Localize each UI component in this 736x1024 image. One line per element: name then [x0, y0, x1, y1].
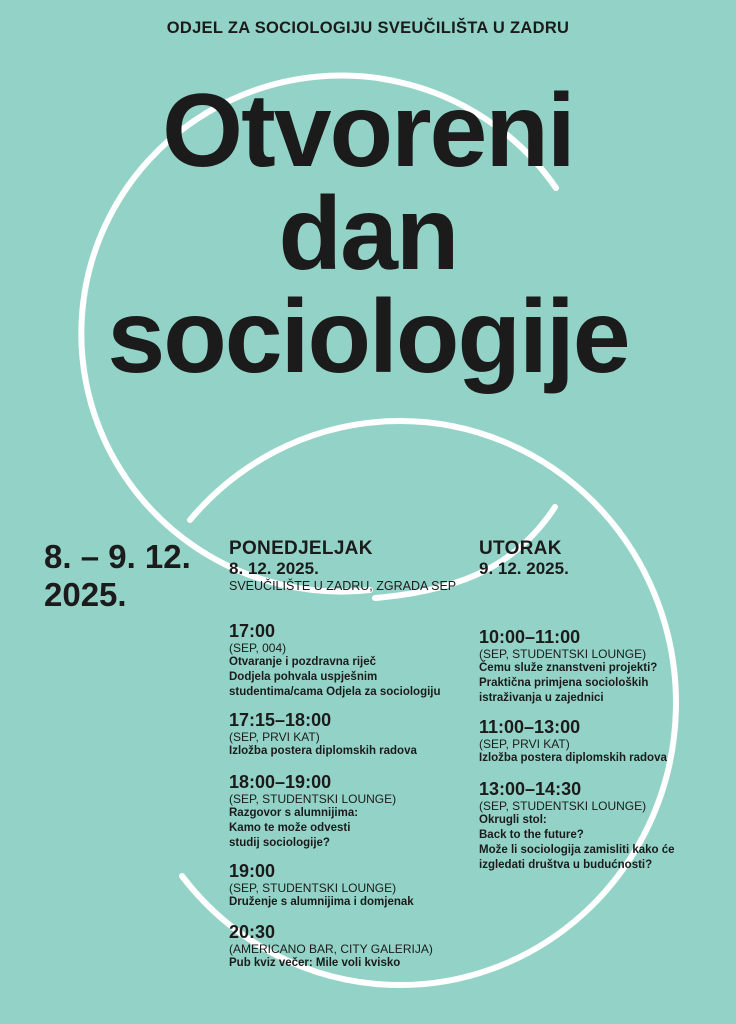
event-location: (SEP, STUDENTSKI LOUNGE)	[479, 647, 647, 661]
title-line-3: sociologije	[107, 279, 629, 395]
event-time: 18:00–19:00	[229, 772, 332, 792]
event-time: 10:00–11:00	[479, 627, 581, 647]
event-location: (AMERICANO BAR, CITY GALERIJA)	[229, 942, 433, 956]
title-line-2: dan	[278, 176, 458, 292]
event-description: Dodjela pohvala uspješnim	[229, 671, 378, 683]
event-description: studentima/cama Odjela za sociologiju	[229, 686, 441, 698]
event-description: Praktična primjena socioloških	[479, 677, 649, 689]
event-description: Druženje s alumnijima i domjenak	[229, 896, 414, 908]
event-time: 17:15–18:00	[229, 710, 332, 730]
event-time: 13:00–14:30	[479, 779, 582, 799]
schedule-event	[479, 717, 719, 766]
schedule-event	[229, 922, 489, 971]
event-dates	[44, 538, 191, 614]
event-description: Razgovor s alumnijima:	[229, 807, 359, 819]
schedule-event	[229, 861, 489, 910]
monday-venue: SVEUČILIŠTE U ZADRU, ZGRADA SEP	[229, 579, 457, 593]
schedule-event	[229, 710, 489, 759]
event-location: (SEP, PRVI KAT)	[479, 737, 570, 751]
event-location: (SEP, STUDENTSKI LOUNGE)	[479, 799, 647, 813]
event-description: Izložba postera diplomskih radova	[229, 745, 417, 757]
tuesday-day-name: UTORAK	[479, 538, 562, 559]
poster-title	[0, 73, 736, 395]
schedule-event	[229, 772, 489, 851]
event-description: Okrugli stol:	[479, 814, 547, 826]
organizer-name: ODJEL ZA SOCIOLOGIJU SVEUČILIŠTA U ZADRU	[166, 19, 570, 37]
monday-schedule	[229, 538, 489, 969]
event-description: Pub kviz večer: Mile voli kvisko	[229, 957, 401, 969]
schedule-event	[479, 627, 719, 706]
schedule-event	[229, 621, 489, 700]
event-description: izgledati društva u budućnosti?	[479, 859, 653, 871]
event-time: 17:00	[229, 621, 276, 641]
tuesday-date: 9. 12. 2025.	[479, 559, 569, 578]
monday-day-name: PONEDJELJAK	[229, 538, 373, 559]
dates-range: 8. – 9. 12.	[44, 538, 191, 575]
event-description: Izložba postera diplomskih radova	[479, 752, 667, 764]
monday-date: 8. 12. 2025.	[229, 559, 319, 578]
event-time: 20:30	[229, 922, 276, 942]
event-description: istraživanja u zajednici	[479, 692, 604, 704]
schedule-event	[479, 779, 719, 873]
event-location: (SEP, PRVI KAT)	[229, 730, 320, 744]
event-description: studij sociologije?	[229, 837, 330, 849]
event-location: (SEP, 004)	[229, 641, 287, 655]
event-location: (SEP, STUDENTSKI LOUNGE)	[229, 881, 397, 895]
event-description: Back to the future?	[479, 829, 584, 841]
title-line-1: Otvoreni	[162, 73, 574, 189]
event-description: Kamo te može odvesti	[229, 822, 351, 834]
tuesday-schedule	[479, 538, 719, 871]
dates-year: 2025.	[44, 576, 127, 613]
event-time: 19:00	[229, 861, 276, 881]
event-location: (SEP, STUDENTSKI LOUNGE)	[229, 792, 397, 806]
event-description: Može li sociologija zamisliti kako će	[479, 844, 675, 856]
event-description: Otvaranje i pozdravna riječ	[229, 656, 377, 668]
event-description: Čemu služe znanstveni projekti?	[479, 662, 658, 674]
event-time: 11:00–13:00	[479, 717, 581, 737]
